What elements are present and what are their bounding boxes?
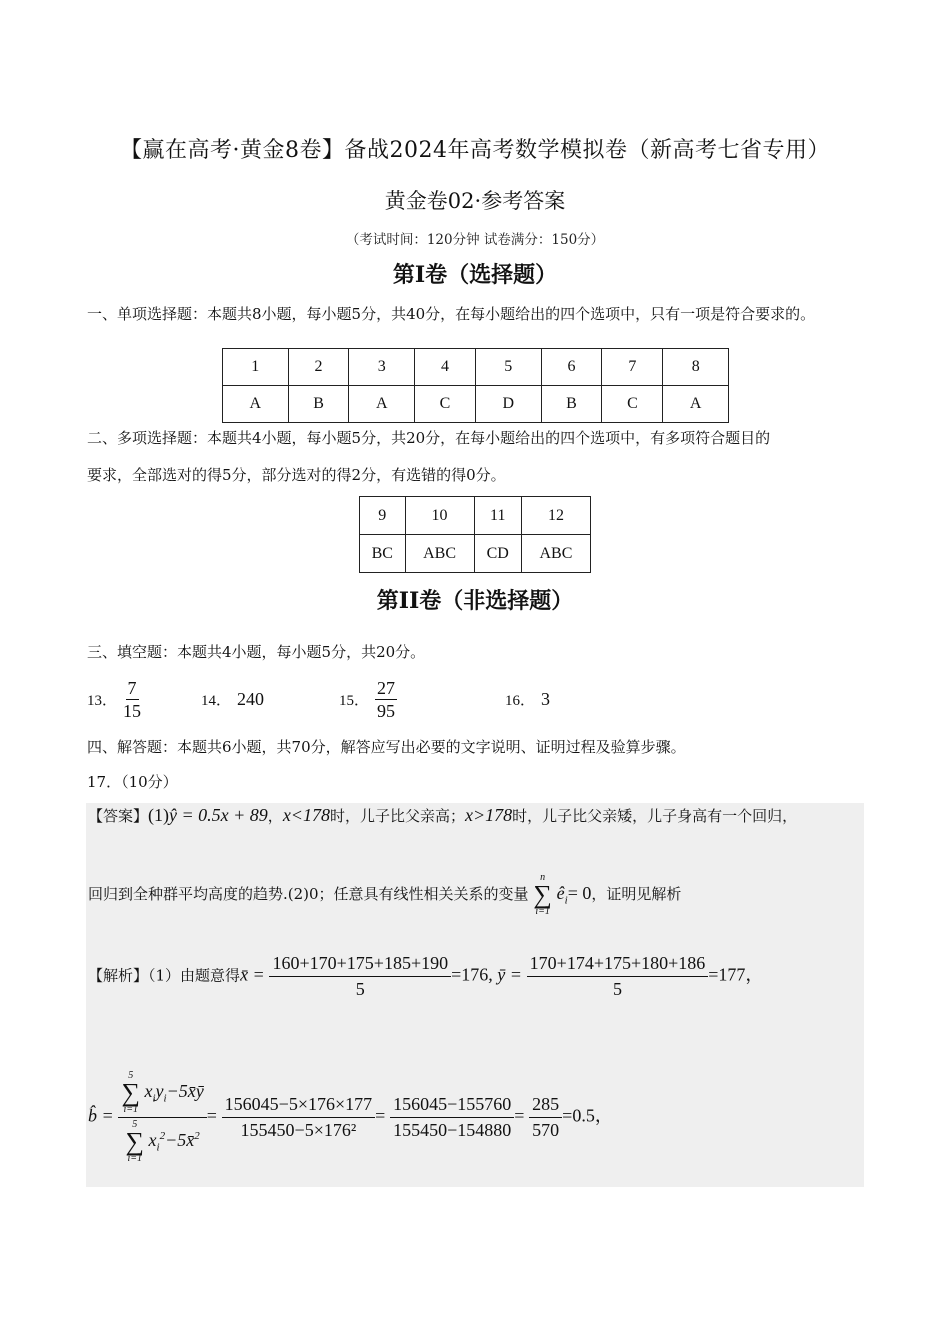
sum-symbol: n ∑ i=1 xyxy=(533,872,552,917)
numerator: 156045−5×176×177 xyxy=(222,1094,375,1118)
sum-result: = 0 xyxy=(567,883,592,903)
denominator: 15 xyxy=(123,700,142,721)
fill-value: 3 xyxy=(541,688,551,709)
table2-question-row xyxy=(360,497,591,535)
answer-line-2: 回归到全种群平均高度的趋势.(2)0；任意具有线性相关关系的变量 n ∑ i=1 $ê_i= 0$，证明见解析 xyxy=(88,872,682,917)
table-cell: 10 xyxy=(405,497,474,535)
table-cell: 8 xyxy=(663,349,729,386)
table1-answer-row xyxy=(223,386,729,423)
analysis-line: 【解析】（1）由题意得x̄ = $\frac{160+170+175+185+190}{5}$ =176, ȳ = $\frac{170+174+175+180+186}{5}$ =177， xyxy=(88,953,764,999)
b-fraction-1 xyxy=(222,1094,375,1141)
answer-table-2 xyxy=(359,496,591,573)
fraction xyxy=(123,677,141,722)
b-fraction-3 xyxy=(529,1094,562,1141)
answer-text-2: 时，儿子比父亲矮，儿子身高有一个回归， xyxy=(512,807,798,825)
fill-answer-13 xyxy=(87,677,141,721)
table-cell: A xyxy=(223,386,289,423)
answer-text-3: 回归到全种群平均高度的趋势.(2)0；任意具有线性相关关系的变量 xyxy=(88,885,529,903)
fill-label: 15． xyxy=(339,692,370,709)
numerator: 156045−155760 xyxy=(390,1094,514,1118)
table-cell: CD xyxy=(474,535,521,573)
xbar-value: =176 xyxy=(451,964,489,985)
table2-answer-row xyxy=(360,535,591,573)
numerator: 170+174+175+180+186 xyxy=(527,953,709,977)
table-cell: 7 xyxy=(602,349,663,386)
denominator: 5 xyxy=(355,979,365,999)
table-cell: 5 xyxy=(475,349,541,386)
solution-box xyxy=(86,803,864,1187)
table-cell: 2 xyxy=(288,349,349,386)
page-title: 【赢在高考·黄金8卷】备战2024年高考数学模拟卷（新高考七省专用） xyxy=(120,138,830,163)
exam-info: （考试时间：120分钟 试卷满分：150分） xyxy=(345,232,605,248)
b-formula-fraction xyxy=(118,1071,206,1164)
ybar-fraction xyxy=(527,953,709,1000)
denominator: 5 xyxy=(612,979,622,999)
q17-header: 17．（10分） xyxy=(87,773,178,791)
table-cell: C xyxy=(415,386,476,423)
fill-value: 240 xyxy=(237,688,265,709)
b-hat-line: b̂ = 5 ∑ i=1 $x_iy_i-5x̄ȳ$ 5 ∑ i=1 $x_i^2-5x̄^2$ = $\frac{156045-5\times 176\times 177}{\text{155450−5×176²}}$ = $\frac{156045-155760}{155450-154880}$ = $\frac{285}{570}$ =0.5， xyxy=(88,1070,613,1164)
section4-text: 四、解答题：本题共6小题，共70分，解答应写出必要的文字说明、证明过程及验算步骤。 xyxy=(87,738,686,756)
xbar-fraction xyxy=(269,953,451,1000)
table-cell: 1 xyxy=(223,349,289,386)
analysis-intro: （1）由题意得 xyxy=(148,966,241,985)
fill-label: 14． xyxy=(201,692,232,709)
table-cell: ABC xyxy=(521,535,590,573)
denominator: 570 xyxy=(532,1120,560,1140)
table-cell: 12 xyxy=(521,497,590,535)
numerator: 160+170+175+185+190 xyxy=(269,953,451,977)
denominator: 155450−154880 xyxy=(393,1120,512,1140)
table-cell: 11 xyxy=(474,497,521,535)
table-cell: 6 xyxy=(541,349,602,386)
numerator: 27 xyxy=(377,677,396,698)
denominator: 5 ∑ i=1 $x_i^2-5x̄^2$ xyxy=(125,1119,200,1164)
answer-line: 【答案】(1)ŷ = 0.5x + 89，x<178时，儿子比父亲高；x>178时，儿子比父亲矮，儿子身高有一个回归， xyxy=(88,805,798,825)
denominator: 155450−5×176² xyxy=(240,1120,357,1140)
table-cell: B xyxy=(541,386,602,423)
part1-label: (1) xyxy=(148,805,170,825)
b-result: =0.5， xyxy=(562,1105,613,1126)
table-cell: 3 xyxy=(349,349,415,386)
condition-1: x<178 xyxy=(282,805,330,825)
table1-question-row xyxy=(223,349,729,386)
ybar-value: =177， xyxy=(708,964,764,985)
table-cell: A xyxy=(349,386,415,423)
numerator: 285 xyxy=(529,1094,562,1118)
denominator: 95 xyxy=(377,700,396,721)
table-cell: 4 xyxy=(415,349,476,386)
fill-answers xyxy=(87,677,807,721)
fraction xyxy=(375,677,397,722)
table-cell: BC xyxy=(360,535,406,573)
answer-text-1: 时，儿子比父亲高； xyxy=(329,807,465,825)
fill-answer-16 xyxy=(505,677,550,721)
volume2-title: 第II卷（非选择题） xyxy=(376,588,574,614)
answer-table-1 xyxy=(222,348,729,423)
condition-2: x>178 xyxy=(464,805,513,825)
fill-answer-15 xyxy=(339,677,397,721)
answer-tag: 【答案】 xyxy=(88,807,149,825)
section2-line1: 二、多项选择题：本题共4小题，每小题5分，共20分，在每小题给出的四个选项中，有多项符合题目的 xyxy=(87,429,771,447)
fill-answer-14 xyxy=(201,677,264,721)
volume1-title: 第I卷（选择题） xyxy=(392,262,558,288)
proof-text: ，证明见解析 xyxy=(591,885,682,903)
regression-equation: ŷ = 0.5x + 89 xyxy=(169,805,268,825)
section1-text: 一、单项选择题：本题共8小题，每小题5分，共40分，在每小题给出的四个选项中，只有一项是符合要求的。 xyxy=(87,305,816,323)
table-cell: B xyxy=(288,386,349,423)
numerator: 5 ∑ i=1 $x_iy_i-5x̄ȳ$ xyxy=(118,1071,206,1118)
table-cell: D xyxy=(475,386,541,423)
table-cell: 9 xyxy=(360,497,406,535)
numerator: 7 xyxy=(127,677,137,698)
table-cell: C xyxy=(602,386,663,423)
fill-label: 16． xyxy=(505,692,536,709)
section2-line2: 要求，全部选对的得5分，部分选对的得2分，有选错的得0分。 xyxy=(87,466,506,484)
b-fraction-2 xyxy=(390,1094,514,1141)
fill-label: 13． xyxy=(87,692,118,709)
table-cell: A xyxy=(663,386,729,423)
analysis-tag: 【解析】 xyxy=(88,966,149,985)
page-subtitle: 黄金卷02·参考答案 xyxy=(384,189,566,213)
table-cell: ABC xyxy=(405,535,474,573)
section3-text: 三、填空题：本题共4小题，每小题5分，共20分。 xyxy=(87,643,426,661)
